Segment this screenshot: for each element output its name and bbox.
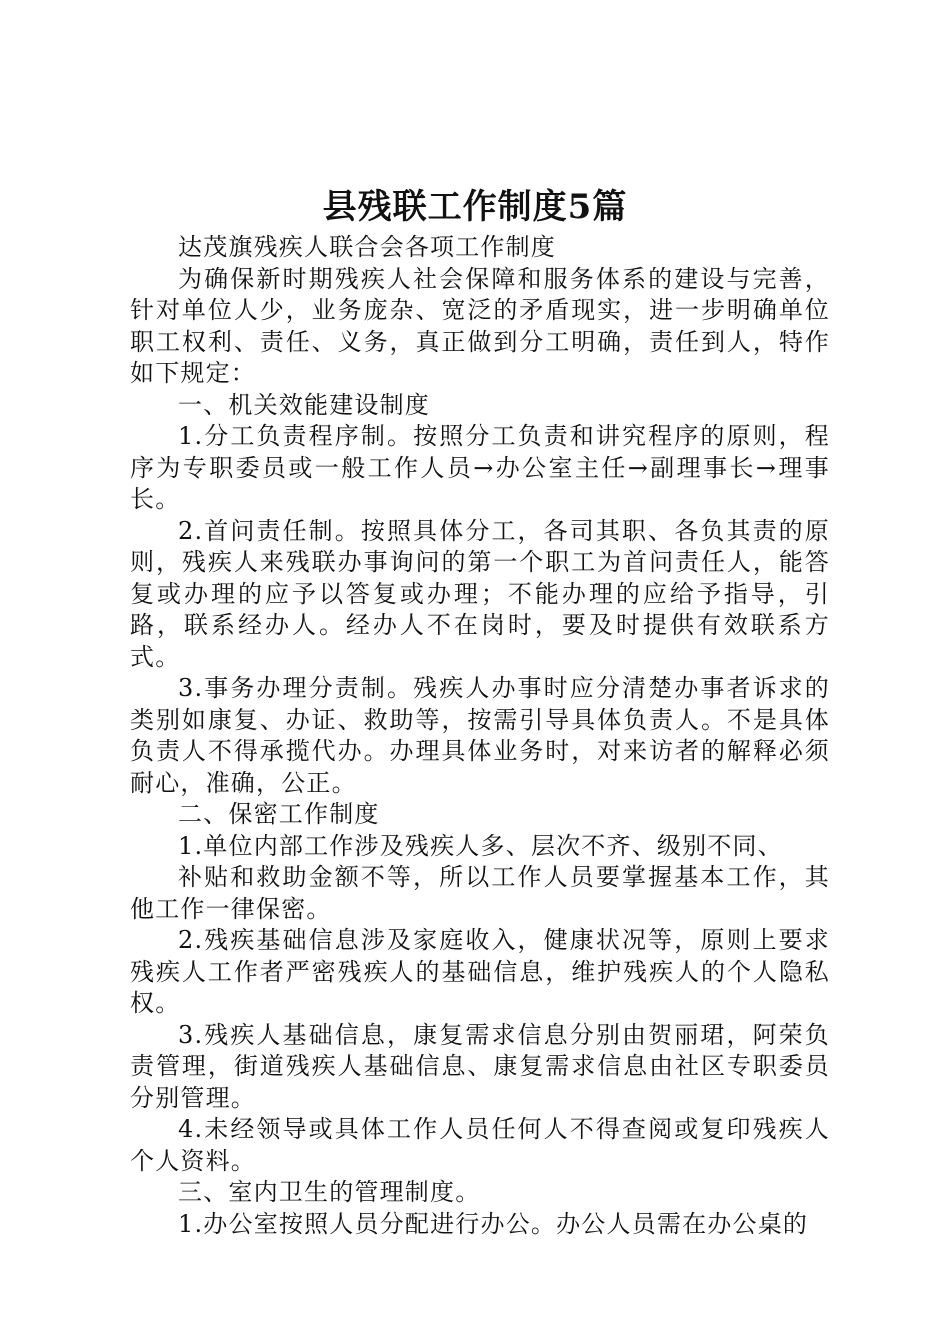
section-heading-1: 一、机关效能建设制度 (178, 390, 430, 419)
paragraph: 2.残疾基础信息涉及家庭收入，健康状况等，原则上要求残疾人工作者严密残疾人的基础信息，维护残疾人的个人隐私权。 (130, 926, 830, 1017)
document-title: 县残联工作制度5篇 (322, 187, 628, 227)
section-heading-2: 二、保密工作制度 (178, 800, 380, 828)
paragraph: 3.残疾人基础信息，康复需求信息分别由贺丽珺，阿荣负责管理，街道残疾人基础信息、康复需求信息由社区专职委员分别管理。 (130, 1020, 830, 1112)
section-heading-3: 三、室内卫生的管理制度。 (178, 1178, 481, 1206)
paragraph-preamble: 为确保新时期残疾人社会保障和服务体系的建设与完善，针对单位人少，业务庞杂、宽泛的矛盾现实，进一步明确单位职工权利、责任、义务，真正做到分工明确，责任到人，特作如下规定： (130, 264, 830, 387)
paragraph: 补贴和救助金额不等，所以工作人员要掌握基本工作，其他工作一律保密。 (130, 863, 830, 923)
paragraph: 4.未经领导或具体工作人员任何人不得查阅或复印残疾人个人资料。 (130, 1115, 830, 1175)
paragraph: 2.首问责任制。按照具体分工，各司其职、各负其责的原则，残疾人来残联办事询问的第一个职工为首问责任人，能答复或办理的应予以答复或办理；不能办理的应给予指导，引路，联系经办人。经办人不在岗时，要及时提供有效联系方式。 (130, 516, 830, 671)
paragraph: 3.事务办理分责制。残疾人办事时应分清楚办事者诉求的类别如康复、办证、救助等，按需引导具体负责人。不是具体负责人不得承揽代办。办理具体业务时，对来访者的解释必须耐心，准确，公正。 (130, 674, 830, 797)
paragraph-subtitle: 达茂旗残疾人联合会各项工作制度 (178, 233, 556, 261)
paragraph: 1.分工负责程序制。按照分工负责和讲究程序的原则，程序为专职委员或一般工作人员→办公室主任→副理事长→理事长。 (130, 422, 830, 513)
document-body (130, 232, 830, 1240)
paragraph: 1.单位内部工作涉及残疾人多、层次不齐、级别不同、 (178, 831, 783, 860)
paragraph: 1.办公室按照人员分配进行办公。办公人员需在办公桌的 (178, 1209, 809, 1238)
